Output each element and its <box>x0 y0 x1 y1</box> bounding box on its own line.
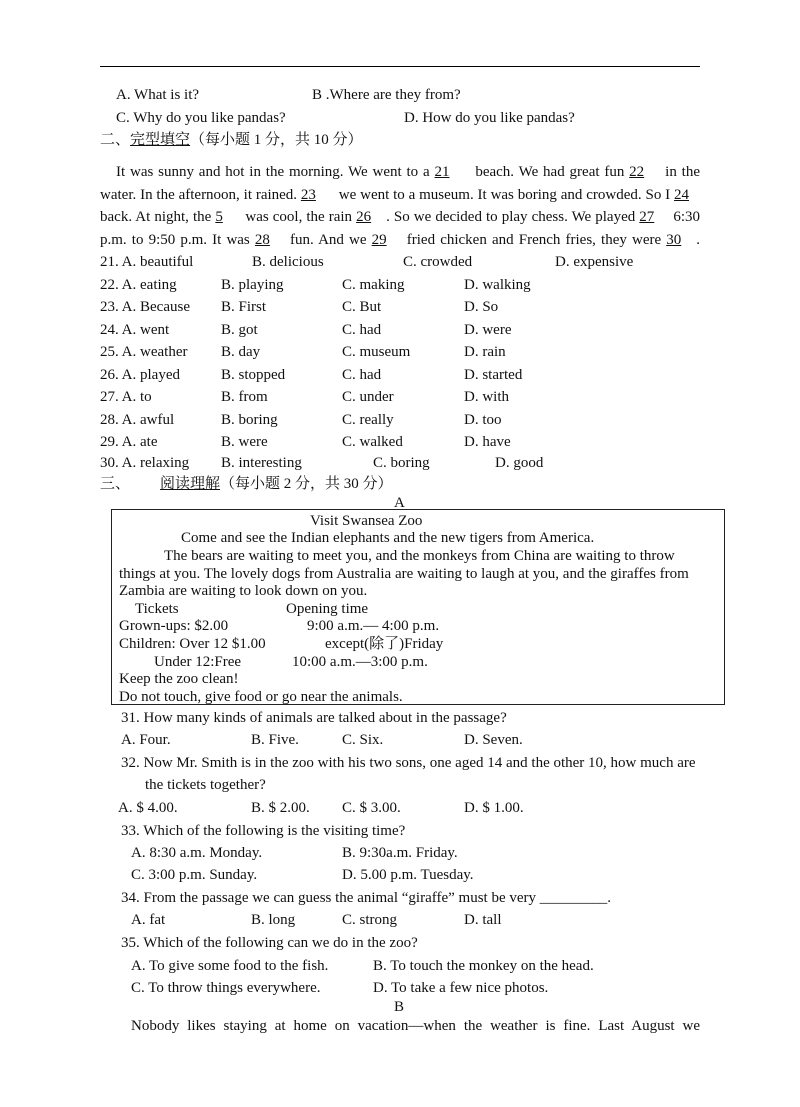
q33-option-a: A. 8:30 a.m. Monday. <box>131 845 263 861</box>
blank-25: 5 <box>215 209 223 225</box>
section2-heading <box>100 131 363 149</box>
zoo-line-2: The bears are waiting to meet you, and the monkeys from China are waiting to throw <box>164 548 675 564</box>
zoo-rule-2: Do not touch, give food or go near the animals. <box>119 689 403 705</box>
q35-option-a: A. To give some food to the fish. <box>131 958 329 974</box>
q35-option-c: C. To throw things everywhere. <box>131 980 321 996</box>
cloze-line-1: It was sunny and hot in the morning. We went to a 21 beach. We had great fun 22 in the <box>116 164 700 180</box>
section3-title: 阅读理解 <box>160 476 221 492</box>
question-34: 34. From the passage we can guess the animal “giraffe” must be very _________. <box>121 890 612 906</box>
cloze-line-4: p.m. to 9:50 p.m. It was 28 fun. And we 29 fried chicken and French fries, they were 30 . <box>100 232 701 248</box>
q35-option-b: B. To touch the monkey on the head. <box>373 958 594 974</box>
q35-option-d: D. To take a few nice photos. <box>373 980 549 996</box>
q33-option-d: D. 5.00 p.m. Tuesday. <box>342 867 474 883</box>
opening-hours-1: 9:00 a.m.— 4:00 p.m. <box>307 618 440 634</box>
blank-22: 22 <box>629 164 645 180</box>
opening-time-label: Opening time <box>286 601 369 617</box>
prev-option-d: D. How do you like pandas? <box>404 110 575 126</box>
question-35: 35. Which of the following can we do in the zoo? <box>121 935 418 951</box>
zoo-rule-1: Keep the zoo clean! <box>119 671 239 687</box>
blank-27: 27 <box>639 209 655 225</box>
tickets-label: Tickets <box>135 601 179 617</box>
zoo-title: Visit Swansea Zoo <box>310 513 423 529</box>
price-grown-ups: Grown-ups: $2.00 <box>119 618 229 634</box>
section3-number: 三、 <box>100 476 131 492</box>
blank-29: 29 <box>371 232 387 248</box>
prev-option-c: C. Why do you like pandas? <box>116 110 286 126</box>
price-under-12: Under 12:Free <box>154 654 242 670</box>
part-a-label: A <box>394 495 405 511</box>
section3-note: （每小题 2 分，共 30 分） <box>220 476 393 492</box>
cloze-line-2: water. In the afternoon, it rained. 23 we went to a museum. It was boring and crowded. So I 24 <box>100 186 700 204</box>
blank-28: 28 <box>254 232 270 248</box>
blank-23: 23 <box>300 187 316 203</box>
except-friday: except(除了)Friday <box>325 636 444 652</box>
prev-option-a: A. What is it? <box>116 87 200 103</box>
blank-30: 30 <box>666 232 682 248</box>
section2-note: （每小题 1 分，共 10 分） <box>190 132 363 148</box>
blank-24: 24 <box>674 187 690 203</box>
top-rule <box>100 66 700 67</box>
section2-title: 完型填空 <box>130 132 191 148</box>
opening-hours-2: 10:00 a.m.—3:00 p.m. <box>292 654 428 670</box>
part-b-label: B <box>394 999 405 1015</box>
price-children: Children: Over 12 $1.00 <box>119 636 266 652</box>
blank-26: 26 <box>356 209 372 225</box>
section3-heading <box>100 475 393 493</box>
prev-option-b: B .Where are they from? <box>312 87 461 103</box>
q33-option-b: B. 9:30a.m. Friday. <box>342 845 458 861</box>
blank-21: 21 <box>434 164 450 180</box>
cloze-line-3: back. At night, the 5 was cool, the rain 26 . So we decided to play chess. We played 27 6:30 <box>100 209 700 225</box>
question-32-line-2: the tickets together? <box>145 777 266 793</box>
question-32-line-1: 32. Now Mr. Smith is in the zoo with his two sons, one aged 14 and the other 10, how much are <box>121 755 696 771</box>
q33-option-c: C. 3:00 p.m. Sunday. <box>131 867 258 883</box>
section2-number: 二、 <box>100 132 131 148</box>
question-31: 31. How many kinds of animals are talked about in the passage? <box>121 710 507 726</box>
zoo-line-3: things at you. The lovely dogs from Australia are waiting to laugh at you, and the giraffes from <box>119 566 689 582</box>
question-33: 33. Which of the following is the visiting time? <box>121 823 406 839</box>
zoo-line-4: Zambia are waiting to look down on you. <box>119 583 368 599</box>
zoo-line-1: Come and see the Indian elephants and the new tigers from America. <box>181 530 595 546</box>
passage-b-line-1: Nobody likes staying at home on vacation—when the weather is fine. Last August we <box>131 1018 700 1034</box>
